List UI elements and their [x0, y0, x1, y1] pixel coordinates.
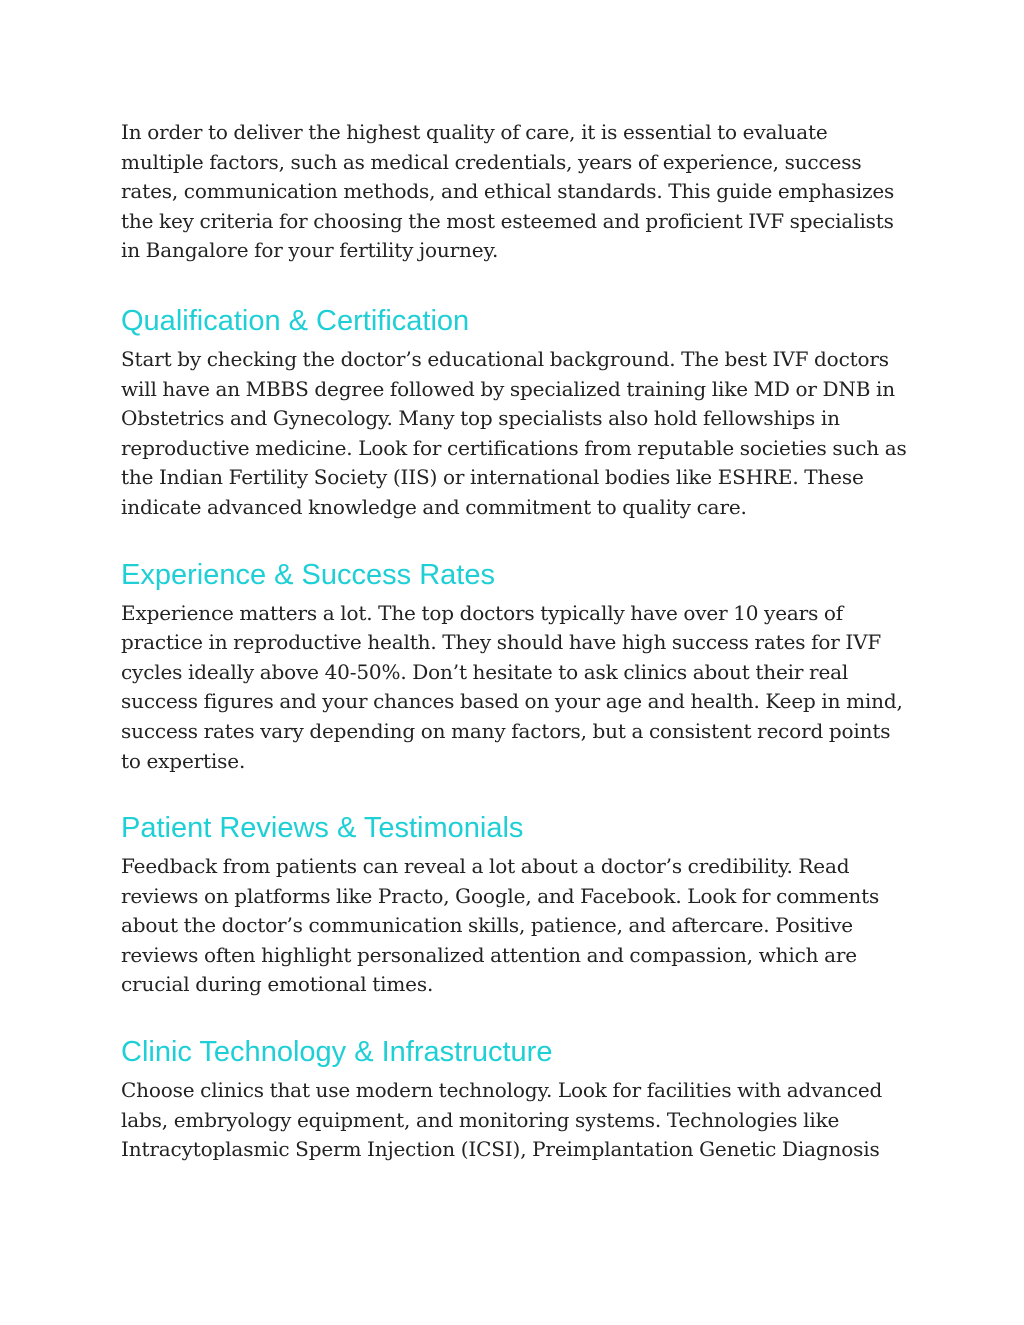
section-experience: [121, 557, 911, 777]
section-body: Feedback from patients can reveal a lot about a doctor’s credibility. Read reviews on platforms like Practo, Google, and Facebook. Look for comments about the doctor’s communication skills, patience, and aftercare. Positive reviews often highlight personalized attention and compassion, which are crucial during emotional times.: [121, 854, 880, 997]
section-heading: Patient Reviews & Testimonials: [121, 812, 524, 845]
section-heading: Qualification & Certification: [121, 304, 470, 337]
section-technology: [121, 1034, 911, 1165]
section-heading: Experience & Success Rates: [121, 558, 495, 591]
section-qualification: [121, 303, 911, 523]
intro-paragraph: In order to deliver the highest quality of care, it is essential to evaluate multiple factors, such as medical credentials, years of experience, success rates, communication methods, and ethical standards. This guide emphasizes the key criteria for choosing the most esteemed and proficient IVF specialists in Bangalore for your fertility journey.: [121, 120, 895, 263]
section-body: Start by checking the doctor’s educational background. The best IVF doctors will have an MBBS degree followed by specialized training like MD or DNB in Obstetrics and Gynecology. Many top specialists also hold fellowships in reproductive medicine. Look for certifications from reputable societies such as the Indian Fertility Society (IIS) or international bodies like ESHRE. These indicate advanced knowledge and commitment to quality care.: [121, 346, 907, 519]
section-body: Experience matters a lot. The top doctors typically have over 10 years of practice in reproductive health. They should have high success rates for IVF cycles ideally above 40-50%. Don’t hesitate to ask clinics about their real success figures and your chances based on your age and health. Keep in mind, success rates vary depending on many factors, but a consistent record points to expertise.: [121, 600, 903, 773]
document-page: [121, 118, 911, 1199]
section-reviews: [121, 810, 911, 1000]
section-body: Choose clinics that use modern technology. Look for facilities with advanced labs, embryology equipment, and monitoring systems. Technologies like Intracytoplasmic Sperm Injection (ICSI), Preimplantation Genetic Diagnosis: [121, 1078, 883, 1162]
section-heading: Clinic Technology & Infrastructure: [121, 1036, 553, 1069]
